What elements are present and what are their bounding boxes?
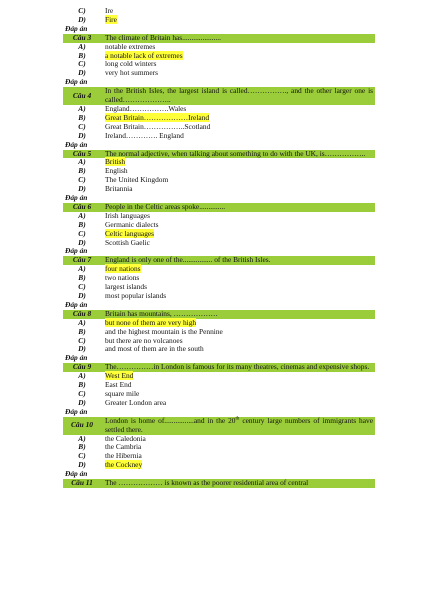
option-text: square mile bbox=[105, 388, 140, 398]
option-text: Ire bbox=[105, 6, 114, 15]
option-text: Britannia bbox=[105, 184, 133, 194]
quiz-page bbox=[63, 7, 375, 488]
option-letter: C) bbox=[78, 282, 86, 292]
option-letter: D) bbox=[78, 68, 86, 78]
option-text: Scottish Gaelic bbox=[105, 237, 150, 247]
question-text: The ……………… is known as the poorer residential area of central bbox=[101, 479, 375, 488]
option-letter: A) bbox=[78, 41, 86, 51]
option-text: and the highest mountain is the Pennine bbox=[105, 326, 223, 336]
option-letter: C) bbox=[78, 175, 86, 185]
option-letter: D) bbox=[78, 184, 86, 194]
option-letter: B) bbox=[78, 50, 86, 60]
option-letter: A) bbox=[78, 103, 86, 113]
correct-option-text: Fire bbox=[105, 14, 117, 24]
option-letter: C) bbox=[78, 335, 86, 345]
question-number: Câu 11 bbox=[63, 479, 101, 488]
option-row bbox=[63, 292, 375, 301]
option-letter: C) bbox=[78, 6, 86, 15]
option-letter: B) bbox=[78, 326, 86, 336]
option-text: largest islands bbox=[105, 282, 147, 292]
option-letter: A) bbox=[78, 371, 86, 381]
correct-option-text: Great Britain………………Ireland bbox=[105, 112, 210, 122]
option-letter: B) bbox=[78, 380, 86, 390]
answer-label: Đáp án bbox=[65, 246, 88, 256]
question-text: The……………in London is famous for its many theatres, cinemas and expensive shops. bbox=[101, 363, 375, 372]
option-text: long cold winters bbox=[105, 59, 157, 69]
option-letter: D) bbox=[78, 291, 86, 300]
option-letter: A) bbox=[78, 317, 86, 327]
question-row bbox=[63, 417, 375, 435]
answer-label: Đáp án bbox=[65, 299, 88, 309]
option-letter: C) bbox=[78, 59, 86, 69]
correct-option-text: four nations bbox=[105, 264, 141, 274]
option-text: the Hibernia bbox=[105, 451, 142, 461]
option-letter: C) bbox=[78, 388, 86, 398]
option-row bbox=[63, 185, 375, 194]
answer-label: Đáp án bbox=[65, 406, 88, 416]
option-text: East End bbox=[105, 380, 132, 390]
option-row bbox=[63, 345, 375, 354]
option-row bbox=[63, 461, 375, 470]
question-number: Câu 3 bbox=[63, 34, 101, 43]
quiz-table-body bbox=[63, 7, 375, 488]
option-text: The United Kingdom bbox=[105, 175, 169, 185]
option-text: Ireland…………. England bbox=[105, 130, 184, 140]
option-text: most popular islands bbox=[105, 291, 167, 300]
option-text: England…………….Wales bbox=[105, 103, 187, 113]
option-text: Irish languages bbox=[105, 210, 150, 220]
option-letter: A) bbox=[78, 210, 86, 220]
option-letter: B) bbox=[78, 442, 86, 452]
question-number: Câu 10 bbox=[63, 417, 101, 435]
option-letter: B) bbox=[78, 273, 86, 283]
option-letter: D) bbox=[78, 460, 86, 470]
option-text: Germanic dialects bbox=[105, 219, 159, 229]
question-text: England is only one of the................ of the British Isles. bbox=[101, 256, 375, 265]
question-number: Câu 4 bbox=[63, 87, 101, 105]
option-text: the Caledonia bbox=[105, 433, 146, 443]
option-text: Greater London area bbox=[105, 397, 167, 407]
answer-label: Đáp án bbox=[65, 193, 88, 203]
option-letter: C) bbox=[78, 121, 86, 131]
option-letter: D) bbox=[78, 14, 86, 24]
correct-option-text: West End bbox=[105, 371, 134, 381]
correct-option-text: a notable lack of extremes bbox=[105, 50, 183, 60]
question-text: The climate of Britain has..................... bbox=[101, 34, 375, 43]
answer-label: Đáp án bbox=[65, 469, 88, 479]
question-text: London is home of................and in the 20th century large numbers of immigrants have settled there. bbox=[101, 417, 375, 435]
option-letter: D) bbox=[78, 130, 86, 140]
option-text: two nations bbox=[105, 273, 140, 283]
question-text: The normal adjective, when talking about something to do with the UK, is…………….. bbox=[101, 150, 375, 159]
question-text: In the British Isles, the largest island is called……………., and the other larger one is called……………….. bbox=[101, 87, 375, 105]
quiz-table bbox=[63, 7, 375, 488]
option-row bbox=[63, 16, 375, 25]
option-text: and most of them are in the south bbox=[105, 344, 204, 354]
question-number: Câu 8 bbox=[63, 310, 101, 319]
correct-option-text: but none of them are very high bbox=[105, 317, 197, 327]
question-number: Câu 7 bbox=[63, 256, 101, 265]
option-text: English bbox=[105, 166, 128, 176]
option-letter: A) bbox=[78, 264, 86, 274]
option-row bbox=[63, 239, 375, 248]
option-letter: A) bbox=[78, 157, 86, 167]
question-number: Câu 9 bbox=[63, 363, 101, 372]
option-letter: A) bbox=[78, 433, 86, 443]
answer-label: Đáp án bbox=[65, 77, 88, 87]
option-row bbox=[63, 132, 375, 141]
option-row bbox=[63, 69, 375, 78]
option-letter: C) bbox=[78, 228, 86, 238]
correct-option-text: British bbox=[105, 157, 126, 167]
option-text: very hot summers bbox=[105, 68, 158, 78]
option-letter: B) bbox=[78, 219, 86, 229]
option-letter: B) bbox=[78, 166, 86, 176]
answer-label: Đáp án bbox=[65, 139, 88, 149]
question-number: Câu 6 bbox=[63, 203, 101, 212]
question-row bbox=[63, 87, 375, 105]
option-text: the Cambria bbox=[105, 442, 142, 452]
option-row bbox=[63, 399, 375, 408]
option-text: Great Britain……………..Scotland bbox=[105, 121, 211, 131]
option-letter: B) bbox=[78, 112, 86, 122]
option-letter: D) bbox=[78, 397, 86, 407]
answer-label: Đáp án bbox=[65, 23, 88, 33]
question-number: Câu 5 bbox=[63, 150, 101, 159]
question-row bbox=[63, 479, 375, 488]
answer-label: Đáp án bbox=[65, 353, 88, 363]
option-letter: D) bbox=[78, 344, 86, 354]
option-letter: D) bbox=[78, 237, 86, 247]
option-letter: C) bbox=[78, 451, 86, 461]
question-text: People in the Celtic areas spoke.............. bbox=[101, 203, 375, 212]
option-text: notable extremes bbox=[105, 41, 156, 51]
option-text: but there are no volcanoes bbox=[105, 335, 183, 345]
correct-option-text: Celtic languages bbox=[105, 228, 155, 238]
correct-option-text: the Cockney bbox=[105, 460, 143, 470]
question-text: Britain has mountains, ……………… bbox=[101, 310, 375, 319]
